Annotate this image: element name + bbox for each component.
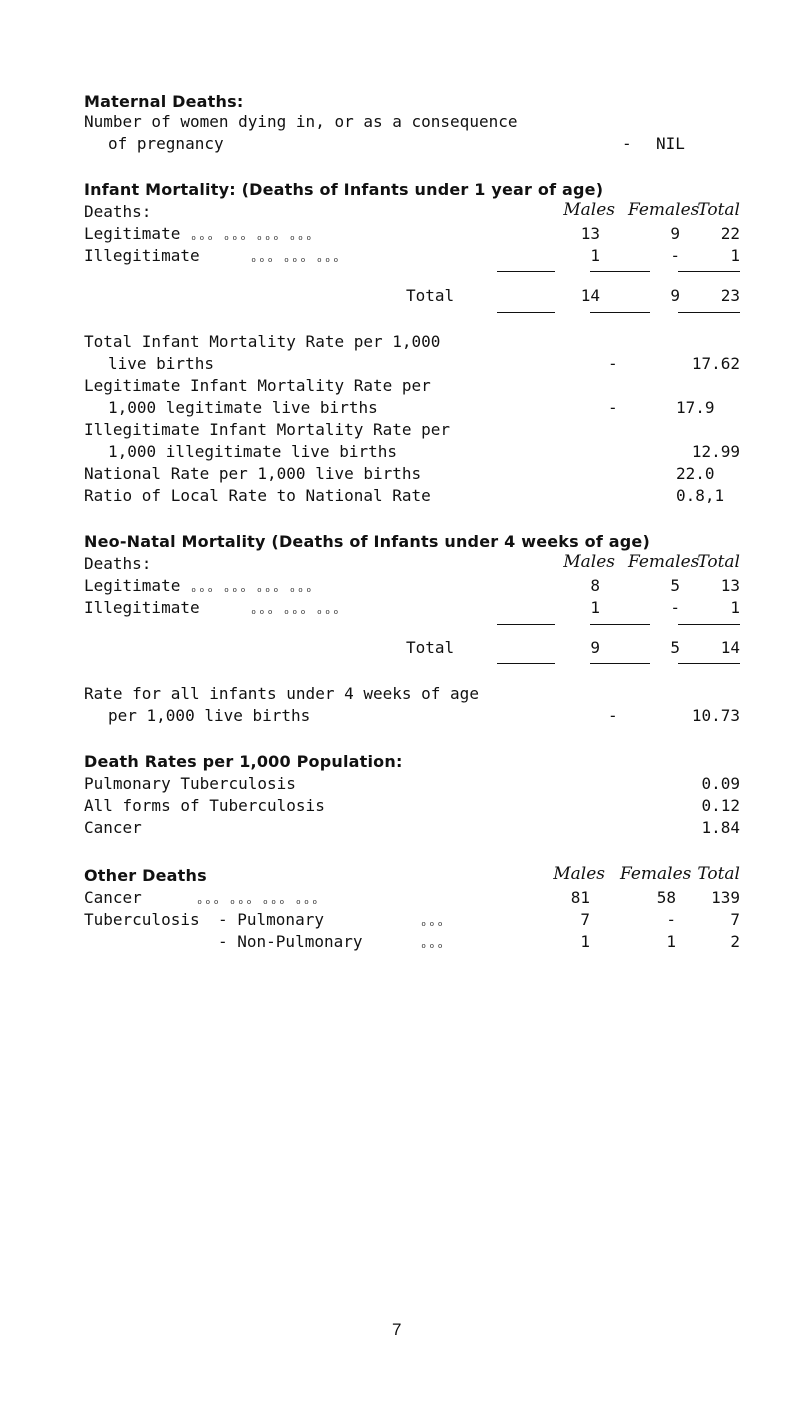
neonatal-row-illegit-total: 1 (730, 598, 740, 617)
infant-col-total: Total (697, 200, 740, 220)
neonatal-heading: Neo-Natal Mortality (Deaths of Infants under 4 weeks of age) (84, 532, 650, 551)
infant-col-males: Males (563, 200, 615, 220)
neonatal-row-illegit-label: Illegitimate (84, 598, 200, 617)
other-cancer-females: 58 (656, 888, 676, 907)
infant-row-legit-females: 9 (670, 224, 680, 243)
infant-rule-top-total (678, 271, 740, 272)
other-cancer-total: 139 (711, 888, 740, 907)
neonatal-row-illegit-males: 1 (590, 598, 600, 617)
death-rate-pulm-tb-value: 0.09 (701, 774, 740, 793)
neonatal-rate-value: 10.73 (691, 706, 740, 725)
rate-ratio-value: 0.8,1 (676, 486, 725, 505)
infant-heading: Infant Mortality: (Deaths of Infants under 1 year of age) (84, 180, 604, 199)
maternal-line-1: Number of women dying in, or as a consequence (84, 112, 518, 131)
neonatal-col-females: Females (628, 552, 700, 572)
other-tb-pulm-females: - (666, 910, 676, 929)
death-rate-all-tb-label: All forms of Tuberculosis (84, 796, 325, 815)
neonatal-total-label: Total (406, 638, 455, 657)
other-col-total: Total (697, 864, 740, 884)
infant-total-males: 14 (580, 286, 600, 305)
other-tb-pulm-males: 7 (580, 910, 590, 929)
other-tb-label: Tuberculosis (84, 910, 200, 929)
rate-legit-value: 17.9 (676, 398, 715, 417)
infant-row-legit-label: Legitimate (84, 224, 181, 243)
other-col-males: Males (553, 864, 605, 884)
neonatal-rule-top-females (590, 624, 650, 625)
infant-row-legit-dots: ₒₒₒ ₒₒₒ ₒₒₒ ₒₒₒ (190, 229, 314, 243)
neonatal-row-legit-total: 13 (720, 576, 740, 595)
infant-rule-bottom-females (590, 312, 650, 313)
neonatal-rule-top-males (497, 624, 555, 625)
neonatal-total-females: 5 (670, 638, 680, 657)
maternal-value: NIL (656, 134, 685, 153)
infant-row-illegit-total: 1 (730, 246, 740, 265)
maternal-heading: Maternal Deaths: (84, 92, 244, 111)
death-rate-cancer-label: Cancer (84, 818, 142, 837)
infant-total-females: 9 (670, 286, 680, 305)
infant-row-illegit-label: Illegitimate (84, 246, 200, 265)
death-rate-pulm-tb-label: Pulmonary Tuberculosis (84, 774, 296, 793)
other-tb-nonpulm-males: 1 (580, 932, 590, 951)
neonatal-rule-bottom-females (590, 663, 650, 664)
infant-total-label: Total (406, 286, 455, 305)
death-rates-heading: Death Rates per 1,000 Population: (84, 752, 403, 771)
rate-total-dash: - (608, 354, 618, 373)
death-rate-cancer-value: 1.84 (701, 818, 740, 837)
maternal-line-2: of pregnancy (108, 134, 224, 153)
neonatal-total-males: 9 (590, 638, 600, 657)
neonatal-row-legit-label: Legitimate (84, 576, 181, 595)
neonatal-row-illegit-dots: ₒₒₒ ₒₒₒ ₒₒₒ (250, 603, 341, 617)
neonatal-col-total: Total (697, 552, 740, 572)
neonatal-row-illegit-females: - (670, 598, 680, 617)
rate-national-label: National Rate per 1,000 live births (84, 464, 422, 483)
rate-legit-line-2: 1,000 legitimate live births (108, 398, 378, 417)
neonatal-col-males: Males (563, 552, 615, 572)
rate-illegit-value: 12.99 (691, 442, 740, 461)
rate-ratio-label: Ratio of Local Rate to National Rate (84, 486, 431, 505)
other-cancer-males: 81 (570, 888, 590, 907)
page-number: 7 (392, 1320, 402, 1339)
other-tb-pulm-dots: ₒₒₒ (420, 915, 445, 929)
infant-row-illegit-males: 1 (590, 246, 600, 265)
neonatal-total-total: 14 (720, 638, 740, 657)
death-rate-all-tb-value: 0.12 (701, 796, 740, 815)
rate-total-value: 17.62 (691, 354, 740, 373)
maternal-dash: - (622, 134, 632, 153)
infant-rule-bottom-males (497, 312, 555, 313)
neonatal-rule-bottom-total (678, 663, 740, 664)
neonatal-rate-dash: - (608, 706, 618, 725)
neonatal-rate-line-1: Rate for all infants under 4 weeks of age (84, 684, 479, 703)
other-tb-pulm-label: - Pulmonary (218, 910, 324, 929)
rate-illegit-line-2: 1,000 illegitimate live births (108, 442, 397, 461)
neonatal-row-legit-males: 8 (590, 576, 600, 595)
infant-row-illegit-females: - (670, 246, 680, 265)
other-tb-pulm-total: 7 (730, 910, 740, 929)
infant-row-legit-total: 22 (720, 224, 740, 243)
rate-legit-dash: - (608, 398, 618, 417)
infant-deaths-label: Deaths: (84, 202, 152, 221)
other-cancer-dots: ₒₒₒ ₒₒₒ ₒₒₒ ₒₒₒ (196, 893, 320, 907)
other-deaths-heading: Other Deaths (84, 866, 207, 885)
other-tb-nonpulm-total: 2 (730, 932, 740, 951)
rate-national-value: 22.0 (676, 464, 715, 483)
other-tb-nonpulm-females: 1 (666, 932, 676, 951)
neonatal-row-legit-dots: ₒₒₒ ₒₒₒ ₒₒₒ ₒₒₒ (190, 581, 314, 595)
neonatal-rate-line-2: per 1,000 live births (108, 706, 311, 725)
neonatal-rule-bottom-males (497, 663, 555, 664)
infant-total-total: 23 (720, 286, 740, 305)
neonatal-row-legit-females: 5 (670, 576, 680, 595)
rate-illegit-line-1: Illegitimate Infant Mortality Rate per (84, 420, 451, 439)
infant-rule-top-males (497, 271, 555, 272)
rate-legit-line-1: Legitimate Infant Mortality Rate per (84, 376, 431, 395)
infant-row-legit-males: 13 (580, 224, 600, 243)
infant-col-females: Females (628, 200, 700, 220)
other-tb-nonpulm-label: - Non-Pulmonary (218, 932, 363, 951)
other-tb-nonpulm-dots: ₒₒₒ (420, 937, 445, 951)
other-col-females: Females (620, 864, 692, 884)
infant-row-illegit-dots: ₒₒₒ ₒₒₒ ₒₒₒ (250, 251, 341, 265)
neonatal-rule-top-total (678, 624, 740, 625)
neonatal-deaths-label: Deaths: (84, 554, 152, 573)
rate-total-line-1: Total Infant Mortality Rate per 1,000 (84, 332, 441, 351)
infant-rule-bottom-total (678, 312, 740, 313)
rate-total-line-2: live births (108, 354, 214, 373)
infant-rule-top-females (590, 271, 650, 272)
other-cancer-label: Cancer (84, 888, 142, 907)
